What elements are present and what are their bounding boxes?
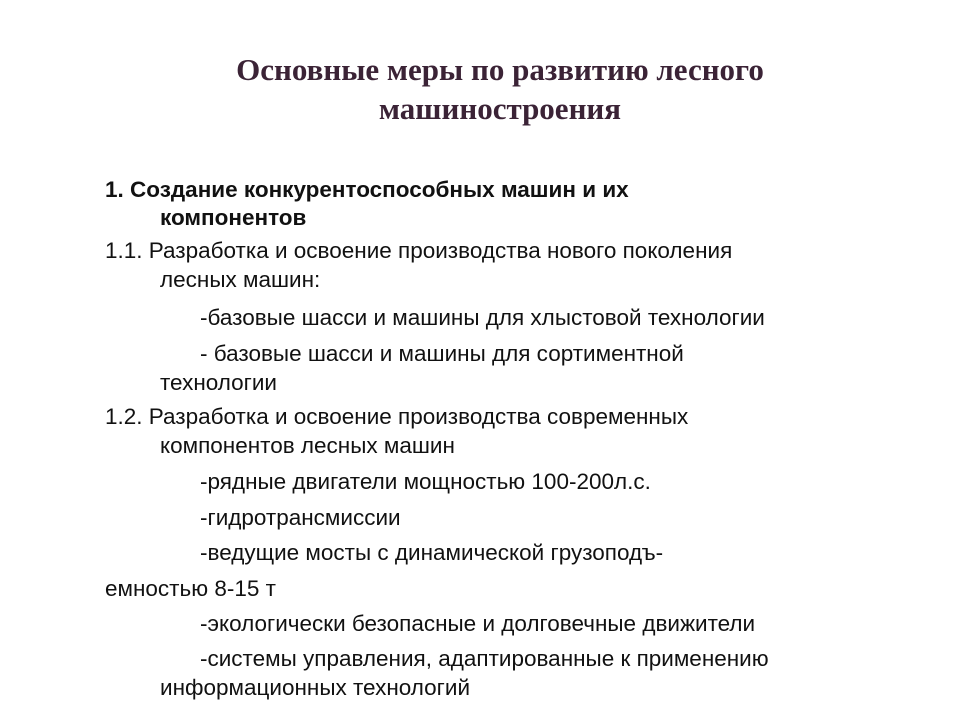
title-line-1: Основные меры по развитию лесного xyxy=(236,52,764,87)
list-item-control-systems-continued: информационных технологий xyxy=(160,675,471,700)
list-item-hydrotransmissions: -гидротрансмиссии xyxy=(200,505,401,530)
list-item-engines: -рядные двигатели мощностью 100-200л.с. xyxy=(200,469,651,494)
section-1-heading-continued: компонентов xyxy=(160,205,307,230)
title-line-2: машиностроения xyxy=(378,91,622,126)
list-item-cut-to-length-chassis: - базовые шасси и машины для сортиментной xyxy=(200,341,684,366)
list-item-cut-to-length-continued: технологии xyxy=(160,370,278,395)
list-item-drive-axles-continued: емностью 8-15 т xyxy=(105,576,276,601)
item-1-2: 1.2. Разработка и освоение производства современных xyxy=(105,404,689,429)
item-1-2-continued: компонентов лесных машин xyxy=(160,433,455,458)
list-item-drive-axles: -ведущие мосты с динамической грузоподъ- xyxy=(200,540,664,565)
section-1-heading: 1. Создание конкурентоспособных машин и их xyxy=(105,177,629,202)
item-1-1: 1.1. Разработка и освоение производства нового поколения xyxy=(105,238,733,263)
list-item-whole-tree-chassis: -базовые шасси и машины для хлыстовой технологии xyxy=(200,305,765,330)
list-item-control-systems: -системы управления, адаптированные к применению xyxy=(200,646,769,671)
item-1-1-continued: лесных машин: xyxy=(160,267,321,292)
list-item-propulsors: -экологически безопасные и долговечные движители xyxy=(200,611,756,636)
